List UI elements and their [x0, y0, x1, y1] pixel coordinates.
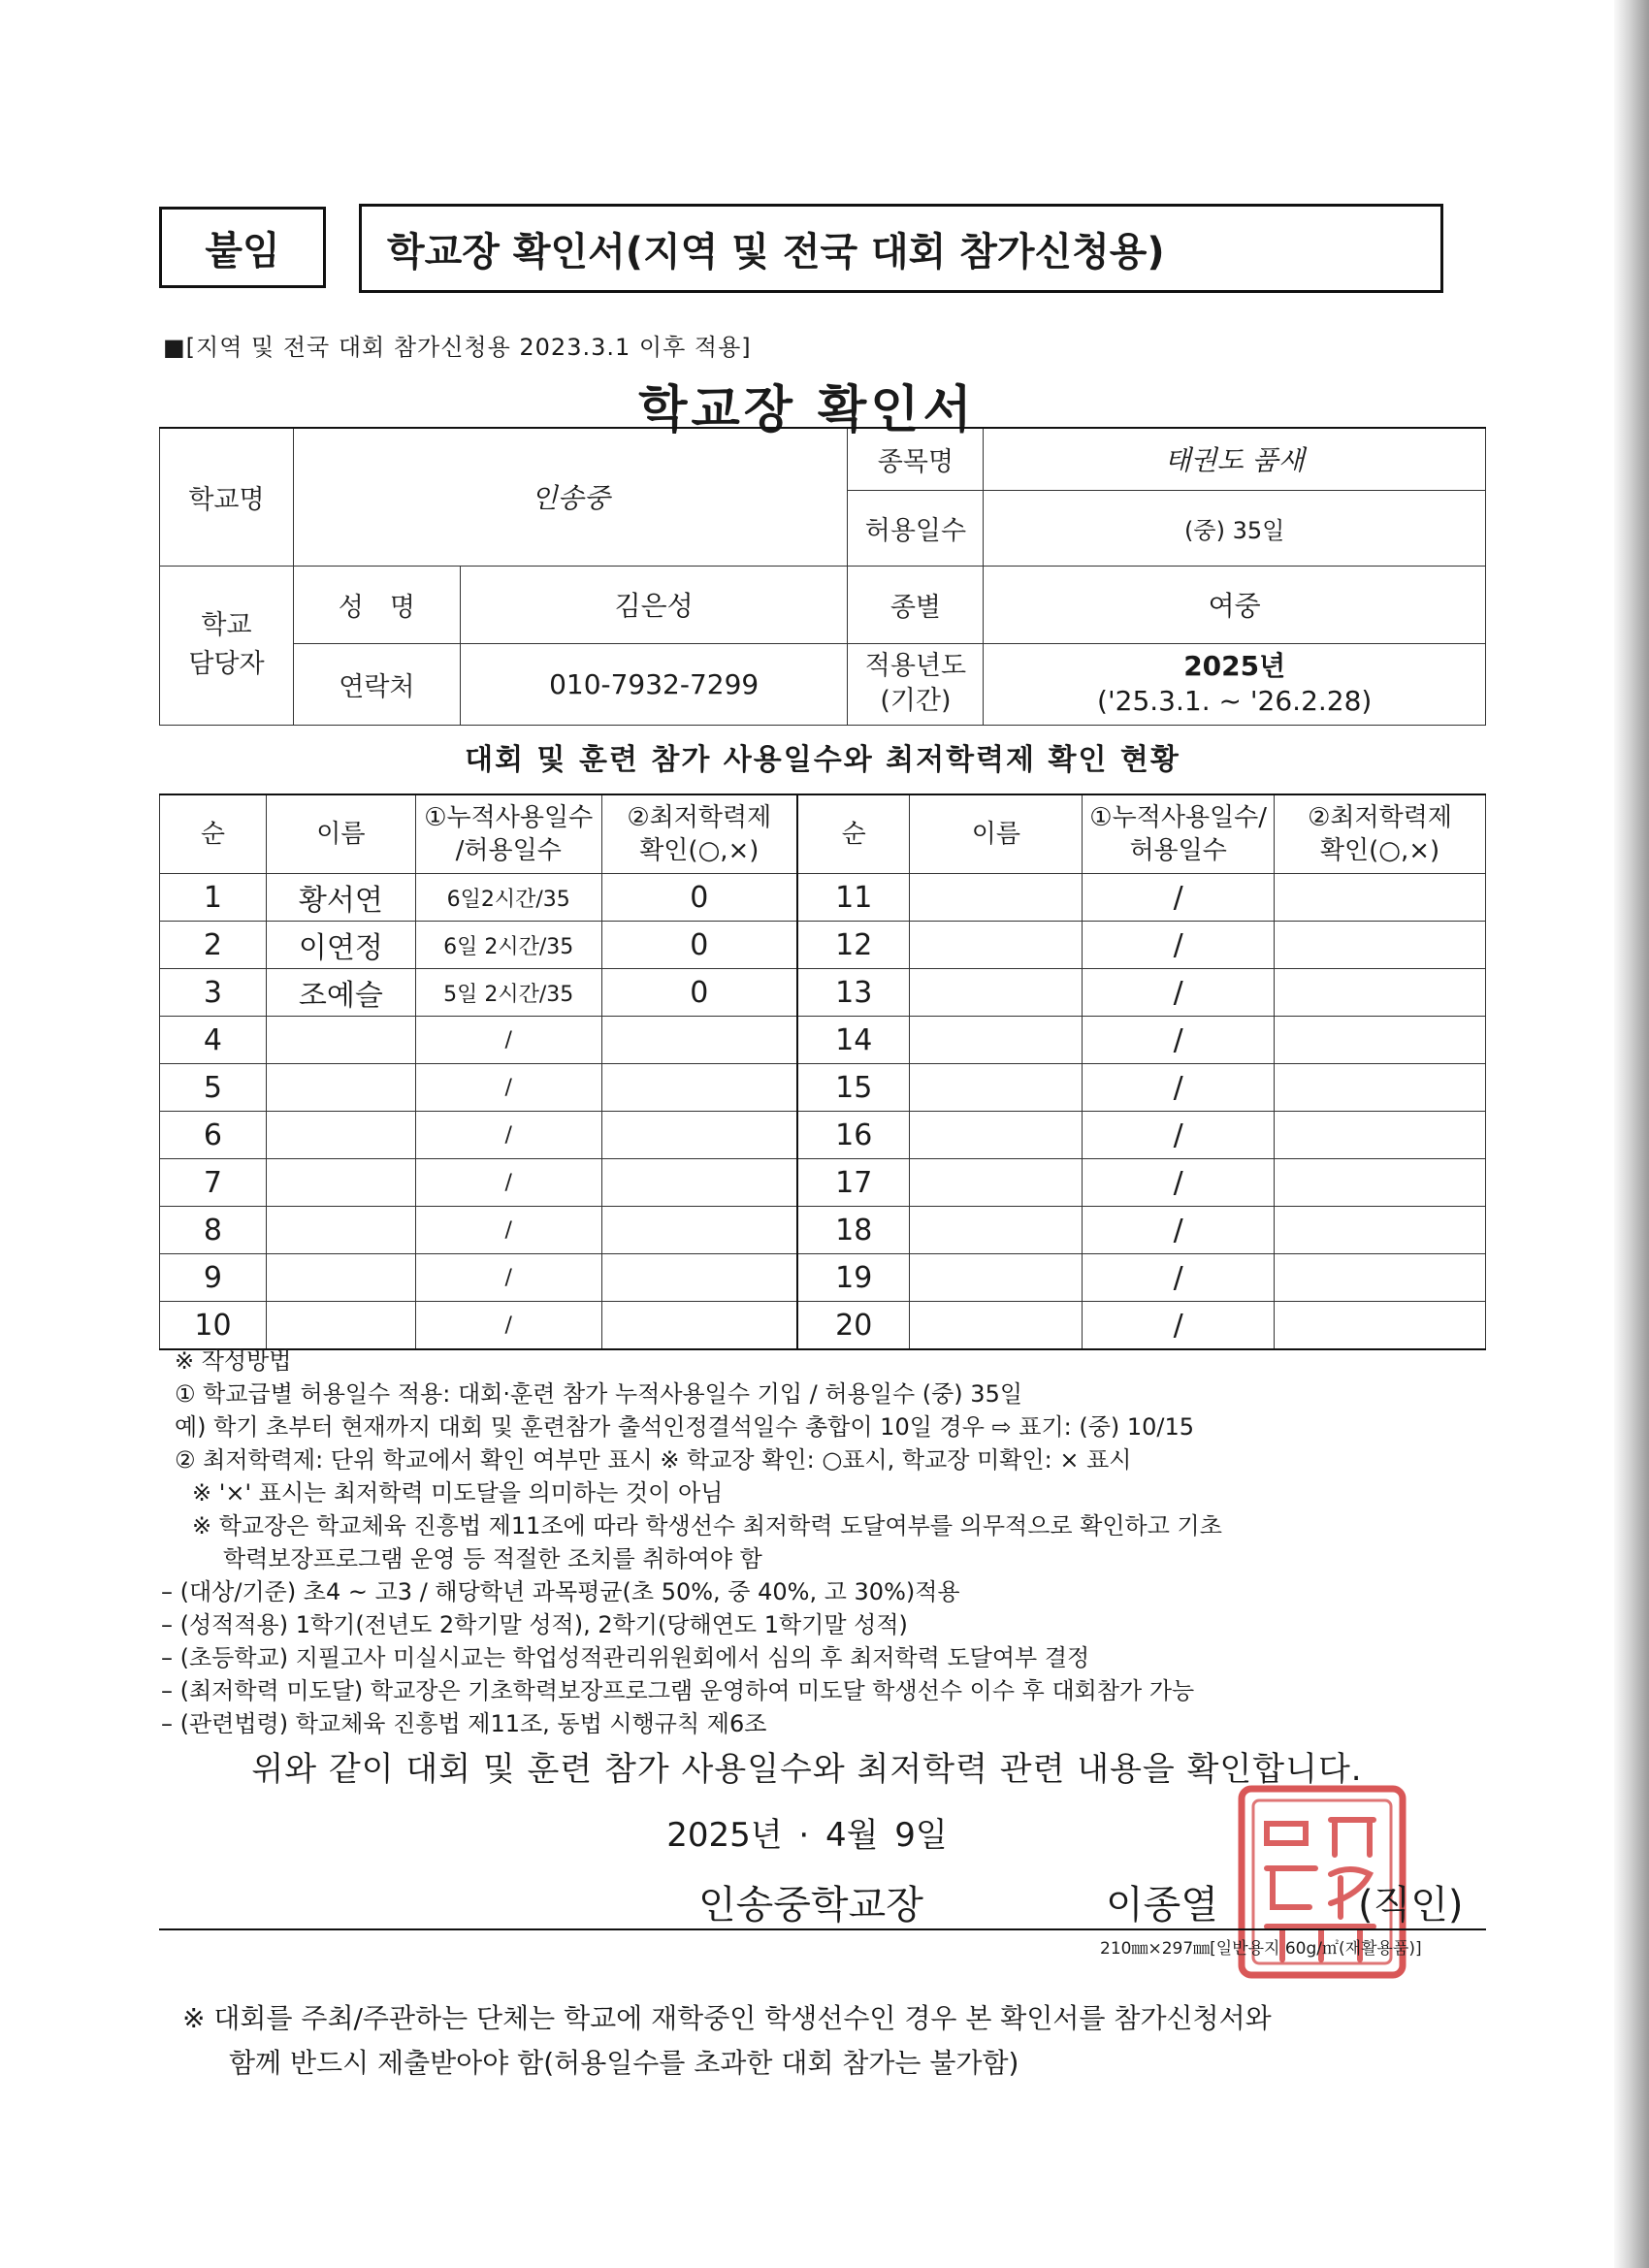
- school-name-value: 인송중: [293, 428, 848, 566]
- table-row: [160, 874, 1486, 922]
- col-check: [601, 794, 797, 874]
- note-line: ② 최저학력제: 단위 학교에서 확인 여부만 표시 ※ 학교장 확인: ○표시, 학교장 미확인: × 표시: [175, 1446, 1132, 1474]
- cell-check: 0: [601, 874, 797, 922]
- cell-name2: [910, 874, 1083, 922]
- cell-name: [266, 1207, 415, 1254]
- table-row: [160, 1064, 1486, 1112]
- cell-check2: [1275, 1159, 1486, 1207]
- contact-label: 연락처: [293, 643, 460, 725]
- cell-name2: [910, 1064, 1083, 1112]
- cell-no: 7: [160, 1159, 267, 1207]
- cell-check2: [1275, 1207, 1486, 1254]
- note-line: – (관련법령) 학교체육 진흥법 제11조, 동법 시행규칙 제6조: [161, 1710, 767, 1737]
- cell-check: [601, 1159, 797, 1207]
- col-days: [415, 794, 601, 874]
- school-name-label: 학교명: [160, 428, 294, 566]
- cell-no: 2: [160, 922, 267, 969]
- cell-name: 황서연: [266, 874, 415, 922]
- cell-days: /: [415, 1302, 601, 1350]
- allowed-days-label: 허용일수: [848, 490, 984, 566]
- school-info-table: [159, 427, 1486, 726]
- header-title: 학교장 확인서(지역 및 전국 대회 참가신청용): [359, 204, 1443, 293]
- cell-check: [601, 1017, 797, 1064]
- cell-no: 8: [160, 1207, 267, 1254]
- kind-value: 여중: [984, 566, 1486, 643]
- col-days-right-line2: 허용일수: [1129, 836, 1227, 865]
- cell-no2: 11: [797, 874, 910, 922]
- cell-name2: [910, 922, 1083, 969]
- col-no: 순: [160, 794, 267, 874]
- cell-no: 6: [160, 1112, 267, 1159]
- cell-name2: [910, 969, 1083, 1017]
- cell-no: 4: [160, 1017, 267, 1064]
- table-row: [160, 1254, 1486, 1302]
- cell-check2: [1275, 922, 1486, 969]
- manager-label: [160, 566, 294, 725]
- cell-no: 9: [160, 1254, 267, 1302]
- cell-no2: 12: [797, 922, 910, 969]
- note-line: – (대상/기준) 초4 ~ 고3 / 해당학년 과목평균(초 50%, 중 40%, 고 30%)적용: [161, 1578, 960, 1605]
- year-label-line1: 적용년도: [864, 651, 967, 681]
- manager-label-text: 학교 담당자: [188, 610, 265, 679]
- document-title: 학교장 확인서: [638, 381, 976, 439]
- name-value: 김은성: [460, 566, 848, 643]
- cell-check2: [1275, 874, 1486, 922]
- cell-check: [601, 1112, 797, 1159]
- cell-days: 6일2시간/35: [415, 874, 601, 922]
- table-row: [160, 1017, 1486, 1064]
- writing-instructions: [161, 1345, 1494, 1740]
- cell-no2: 16: [797, 1112, 910, 1159]
- col-days-right-line1: ①누적사용일수/: [1089, 803, 1268, 832]
- cell-days2: /: [1083, 1159, 1275, 1207]
- table-row: [160, 969, 1486, 1017]
- cell-check2: [1275, 1017, 1486, 1064]
- col-days-line1: ①누적사용일수: [424, 803, 594, 832]
- cell-check: 0: [601, 922, 797, 969]
- cell-days2: /: [1083, 1017, 1275, 1064]
- name-label: 성 명: [293, 566, 460, 643]
- cell-name2: [910, 1017, 1083, 1064]
- cell-check: 0: [601, 969, 797, 1017]
- contact-value: 010-7932-7299: [460, 643, 848, 725]
- cell-check2: [1275, 1064, 1486, 1112]
- cell-days: /: [415, 1017, 601, 1064]
- note-line: – (성적적용) 1학기(전년도 2학기말 성적), 2학기(당해연도 1학기말 성적): [161, 1611, 908, 1638]
- cell-check2: [1275, 1254, 1486, 1302]
- col-no-right: 순: [797, 794, 910, 874]
- cell-name2: [910, 1302, 1083, 1350]
- col-check-right-line1: ②최저학력제: [1308, 803, 1452, 832]
- cell-no2: 15: [797, 1064, 910, 1112]
- year-label: [848, 643, 984, 725]
- event-label: 종목명: [848, 428, 984, 490]
- col-days-right: [1083, 794, 1275, 874]
- status-table: [159, 794, 1486, 1350]
- note-line: ① 학교급별 허용일수 적용: 대회·훈련 참가 누적사용일수 기입 / 허용일수 (중) 35일: [175, 1380, 1023, 1408]
- cell-name2: [910, 1254, 1083, 1302]
- status-header-row: [160, 794, 1486, 874]
- footer-note: [182, 1996, 1502, 2086]
- col-check-right: [1275, 794, 1486, 874]
- cell-days: /: [415, 1207, 601, 1254]
- cell-days2: /: [1083, 1207, 1275, 1254]
- note-line: – (최저학력 미도달) 학교장은 기초학력보장프로그램 운영하여 미도달 학생선수 이수 후 대회참가 가능: [161, 1677, 1195, 1704]
- cell-no: 10: [160, 1302, 267, 1350]
- cell-days: /: [415, 1159, 601, 1207]
- table-row: [160, 922, 1486, 969]
- status-title: 대회 및 훈련 참가 사용일수와 최저학력제 확인 현황: [465, 743, 1180, 777]
- table-row: [160, 1159, 1486, 1207]
- cell-no2: 14: [797, 1017, 910, 1064]
- table-row: [160, 1207, 1486, 1254]
- cell-no2: 13: [797, 969, 910, 1017]
- period-value: ('25.3.1. ~ '26.2.28): [1097, 685, 1373, 717]
- confirmation-statement: 위와 같이 대회 및 훈련 참가 사용일수와 최저학력 관련 내용을 확인합니다.: [251, 1750, 1363, 1789]
- col-check-right-line2: 확인(○,×): [1319, 836, 1440, 865]
- col-name-right: 이름: [910, 794, 1083, 874]
- allowed-days-value: (중) 35일: [984, 490, 1486, 566]
- cell-check: [601, 1302, 797, 1350]
- status-body: [160, 874, 1486, 1350]
- cell-name: 이연정: [266, 922, 415, 969]
- cell-check: [601, 1254, 797, 1302]
- note-line: ※ 작성방법: [175, 1347, 292, 1375]
- cell-days2: /: [1083, 969, 1275, 1017]
- note-line: 예) 학기 초부터 현재까지 대회 및 훈련참가 출석인정결석일수 총합이 10일 경우 ⇨ 표기: (중) 10/15: [175, 1413, 1195, 1441]
- cell-name: [266, 1017, 415, 1064]
- cell-name: [266, 1302, 415, 1350]
- cell-check: [601, 1207, 797, 1254]
- table-row: [160, 1112, 1486, 1159]
- note-line: ※ 학교장은 학교체육 진흥법 제11조에 따라 학생선수 최저학력 도달여부를 의무적으로 확인하고 기초: [192, 1512, 1222, 1539]
- cell-name: [266, 1064, 415, 1112]
- cell-days2: /: [1083, 1064, 1275, 1112]
- cell-no: 1: [160, 874, 267, 922]
- cell-days2: /: [1083, 874, 1275, 922]
- attachment-tag: 붙임: [159, 207, 326, 288]
- cell-name2: [910, 1112, 1083, 1159]
- cell-no: 5: [160, 1064, 267, 1112]
- table-row: [160, 1302, 1486, 1350]
- cell-days2: /: [1083, 1302, 1275, 1350]
- cell-name: [266, 1112, 415, 1159]
- applicability-note: ■[지역 및 전국 대회 참가신청용 2023.3.1 이후 적용]: [163, 334, 752, 361]
- note-line: – (초등학교) 지필고사 미실시교는 학업성적관리위원회에서 심의 후 최저학력 도달여부 결정: [161, 1644, 1090, 1671]
- cell-no: 3: [160, 969, 267, 1017]
- col-days-line2: /허용일수: [455, 836, 562, 865]
- kind-label: 종별: [848, 566, 984, 643]
- footer-line-1: ※ 대회를 주최/주관하는 단체는 학교에 재학중인 학생선수인 경우 본 확인서를 참가신청서와: [182, 2002, 1272, 2034]
- cell-no2: 20: [797, 1302, 910, 1350]
- scanned-page-edge: [1614, 0, 1649, 2268]
- cell-no2: 18: [797, 1207, 910, 1254]
- col-check-line1: ②최저학력제: [627, 803, 772, 832]
- year-label-line2: (기간): [880, 686, 952, 716]
- event-value: 태권도 품새: [984, 428, 1486, 490]
- cell-days: /: [415, 1064, 601, 1112]
- cell-days2: /: [1083, 1254, 1275, 1302]
- col-check-line2: 확인(○,×): [639, 836, 760, 865]
- cell-check2: [1275, 1302, 1486, 1350]
- paper-spec: 210㎜×297㎜[일반용지 60g/㎡(재활용품)]: [1100, 1939, 1422, 1959]
- cell-name2: [910, 1207, 1083, 1254]
- note-line: 학력보장프로그램 운영 등 적절한 조치를 취하여야 함: [223, 1545, 762, 1572]
- seal-label: (직인): [1358, 1883, 1464, 1928]
- cell-name: [266, 1159, 415, 1207]
- cell-check2: [1275, 1112, 1486, 1159]
- cell-name: 조예슬: [266, 969, 415, 1017]
- issue-date: 2025년 · 4월 9일: [666, 1816, 948, 1855]
- year-value-cell: [984, 643, 1486, 725]
- note-line: ※ '×' 표시는 최저학력 미도달을 의미하는 것이 아님: [192, 1479, 724, 1507]
- cell-no2: 19: [797, 1254, 910, 1302]
- school-principal-title: 인송중학교장: [698, 1883, 923, 1928]
- year-value: 2025년: [1183, 650, 1286, 682]
- cell-days: 5일 2시간/35: [415, 969, 601, 1017]
- cell-check: [601, 1064, 797, 1112]
- principal-name: 이종열: [1106, 1883, 1218, 1928]
- cell-no2: 17: [797, 1159, 910, 1207]
- footer-line-2: 함께 반드시 제출받아야 함(허용일수를 초과한 대회 참가는 불가함): [229, 2047, 1019, 2079]
- cell-name2: [910, 1159, 1083, 1207]
- cell-days: /: [415, 1112, 601, 1159]
- col-name: 이름: [266, 794, 415, 874]
- cell-days2: /: [1083, 1112, 1275, 1159]
- cell-days: /: [415, 1254, 601, 1302]
- signature-divider: [159, 1928, 1486, 1930]
- cell-check2: [1275, 969, 1486, 1017]
- cell-days: 6일 2시간/35: [415, 922, 601, 969]
- cell-name: [266, 1254, 415, 1302]
- cell-days2: /: [1083, 922, 1275, 969]
